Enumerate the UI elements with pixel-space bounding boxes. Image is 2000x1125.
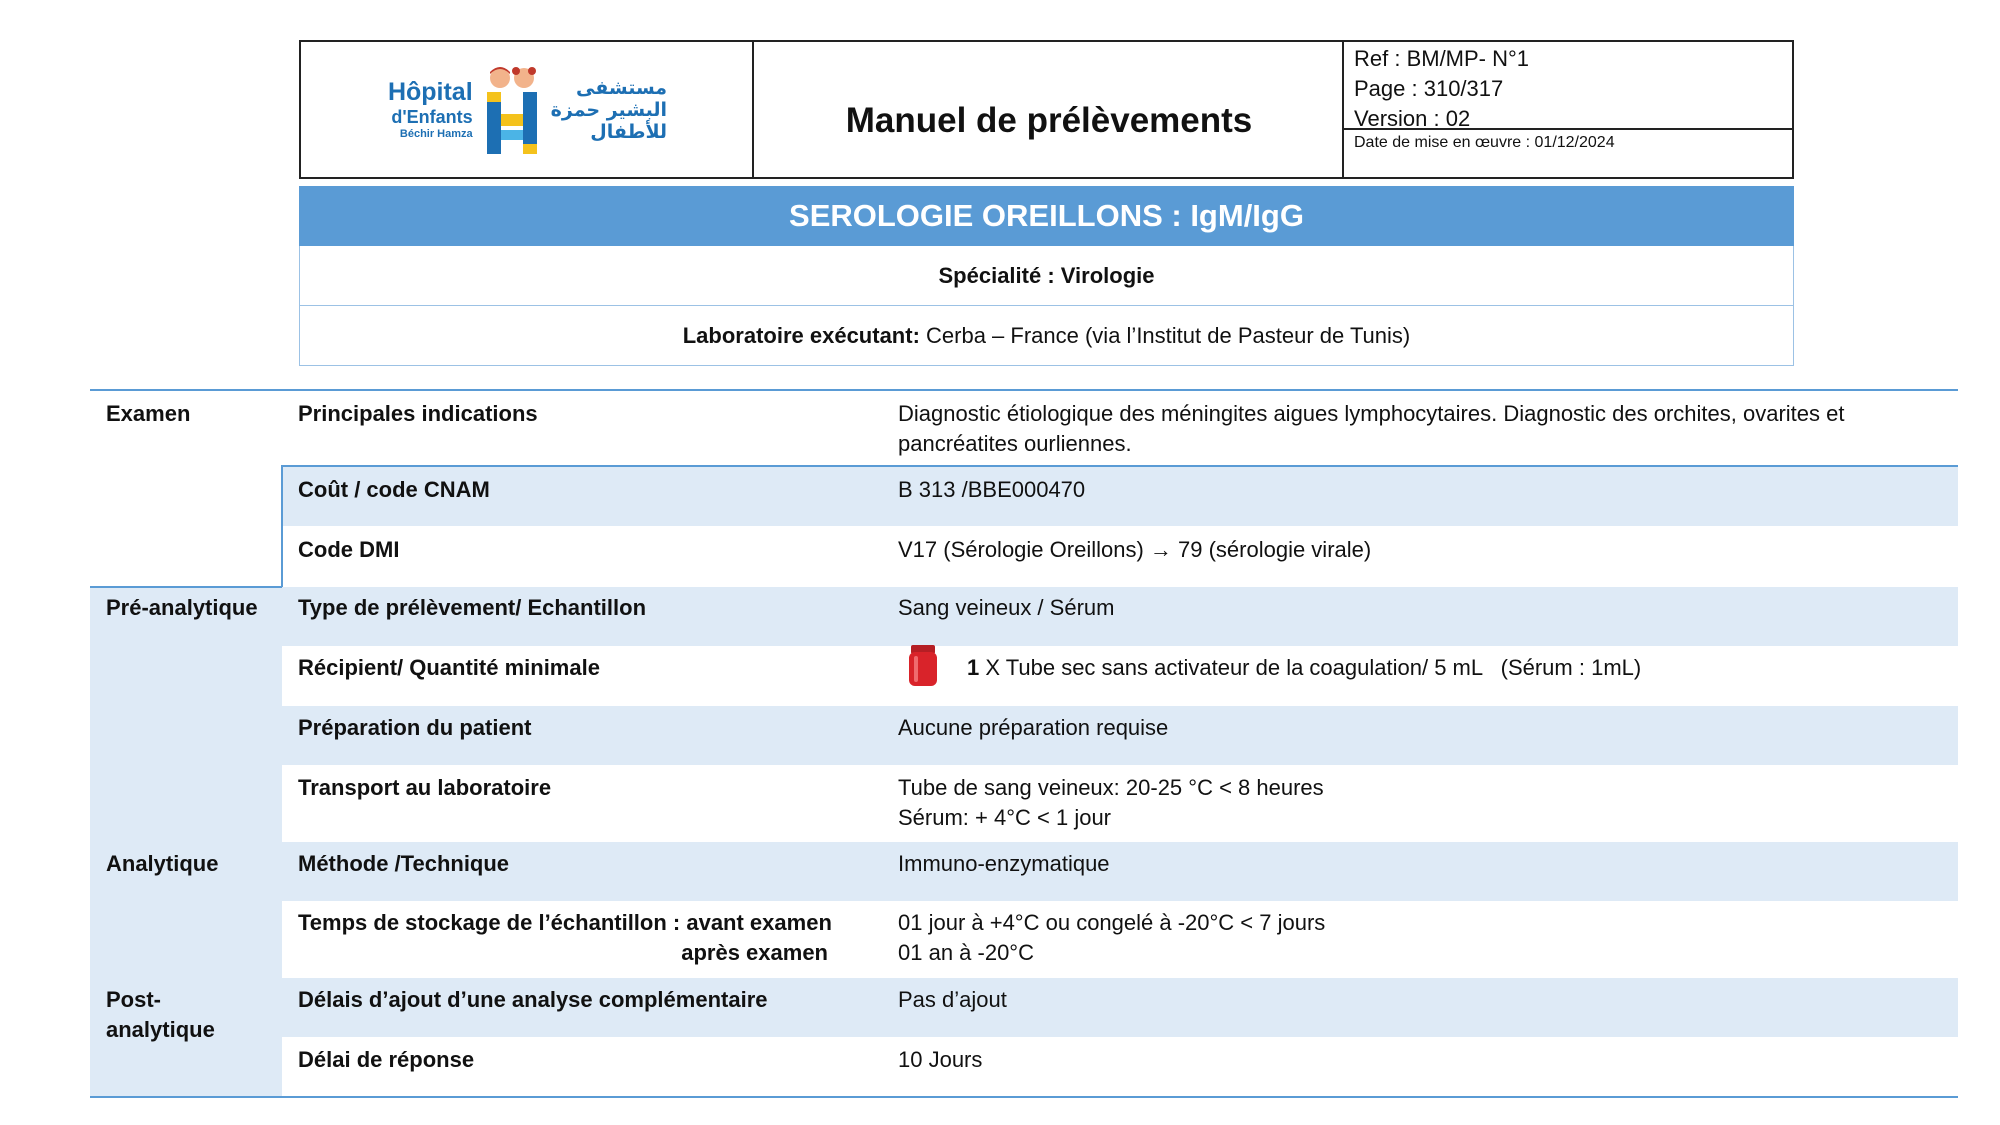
section-examen: Examen — [106, 401, 191, 426]
logo-latin-text — [387, 77, 473, 140]
specialite-row — [299, 246, 1794, 306]
stockage-value-line2: 01 an à -20°C — [898, 940, 1034, 965]
labo-value: Cerba – France (via l’Institut de Pasteur de Tunis) — [919, 322, 1411, 348]
section-pre-analytique: Pré-analytique — [106, 595, 258, 620]
logo-arabic-line-3: للأطفال — [590, 120, 668, 143]
reponse-value: 10 Jours — [898, 1047, 983, 1072]
transport-value-line2: Sérum: + 4°C < 1 jour — [898, 805, 1112, 830]
ref-text: Ref : BM/MP- N°1 — [1354, 46, 1530, 71]
delais-value: Pas d’ajout — [898, 987, 1007, 1012]
indications-label: Principales indications — [298, 401, 538, 426]
logo-line-2: d'Enfants — [391, 106, 473, 127]
logo-arabic-line-1: مستشفى — [575, 76, 668, 99]
section-rule — [90, 586, 282, 588]
reponse-label: Délai de réponse — [298, 1047, 475, 1072]
document-header — [299, 40, 1794, 179]
row-band — [282, 842, 1958, 901]
date-text: Date de mise en œuvre : 01/12/2024 — [1354, 134, 1615, 151]
table-top-rule — [90, 389, 1958, 391]
logo-arabic-text — [551, 77, 667, 143]
section-post-analytique-line2: analytique — [106, 1017, 215, 1042]
indications-value-line1: Diagnostic étiologique des méningites aigues lymphocytaires. Diagnostic des orchites, ovarites et — [898, 401, 1845, 426]
table-bottom-rule — [90, 1096, 1958, 1098]
hospital-logo — [388, 64, 667, 156]
red-tube-icon — [908, 645, 938, 689]
row-band — [282, 466, 1958, 526]
dmi-value: V17 (Sérologie Oreillons) → 79 (sérologie virale) — [898, 537, 1372, 562]
version-text: Version : 02 — [1354, 106, 1471, 131]
recipient-quantity: 1 — [967, 655, 980, 680]
section-separator — [281, 465, 283, 587]
recipient-value — [967, 653, 1641, 683]
cout-label: Coût / code CNAM — [298, 477, 490, 502]
dmi-label: Code DMI — [298, 537, 400, 562]
laboratoire-row — [299, 306, 1794, 366]
transport-label: Transport au laboratoire — [298, 775, 552, 800]
recipient-description: X Tube sec sans activateur de la coagulation/ 5 mL (Sérum : 1mL) — [979, 655, 1642, 680]
transport-value-line1: Tube de sang veineux: 20-25 °C < 8 heures — [898, 775, 1324, 800]
recipient-label: Récipient/ Quantité minimale — [298, 655, 600, 680]
stockage-label-line2: après examen — [681, 940, 828, 965]
title-cell — [754, 42, 1344, 177]
logo-cell — [301, 42, 754, 177]
methode-value: Immuno-enzymatique — [898, 851, 1110, 876]
page-text: Page : 310/317 — [1354, 76, 1504, 101]
logo-emblem-icon — [483, 64, 541, 156]
logo-arabic-line-2: البشير حمزة — [550, 98, 668, 121]
labo-label: Laboratoire exécutant: — [682, 322, 920, 348]
section-analytique: Analytique — [106, 851, 219, 876]
logo-line-3: Béchir Hamza — [399, 127, 473, 140]
specialite-text: Spécialité : Virologie — [938, 262, 1155, 288]
type-value: Sang veineux / Sérum — [898, 595, 1115, 620]
cout-value: B 313 /BBE000470 — [898, 477, 1086, 502]
exam-title-banner: SEROLOGIE OREILLONS : IgM/IgG — [299, 186, 1794, 246]
indications-value-line2: pancréatites ourliennes. — [898, 431, 1132, 456]
meta-info — [1344, 42, 1792, 130]
stockage-label-line1: Temps de stockage de l’échantillon : avant examen — [298, 910, 832, 935]
logo-line-1: Hôpital — [387, 77, 473, 106]
section-post-analytique-line1: Post- — [106, 987, 161, 1012]
row-rule — [282, 465, 1958, 467]
stockage-value-line1: 01 jour à +4°C ou congelé à -20°C < 7 jours — [898, 910, 1326, 935]
meta-cell — [1344, 42, 1792, 177]
prep-label: Préparation du patient — [298, 715, 532, 740]
prep-value: Aucune préparation requise — [898, 715, 1169, 740]
delais-label: Délais d’ajout d’une analyse complémentaire — [298, 987, 768, 1012]
methode-label: Méthode /Technique — [298, 851, 510, 876]
document-title: Manuel de prélèvements — [845, 100, 1253, 140]
type-label: Type de prélèvement/ Echantillon — [298, 595, 647, 620]
